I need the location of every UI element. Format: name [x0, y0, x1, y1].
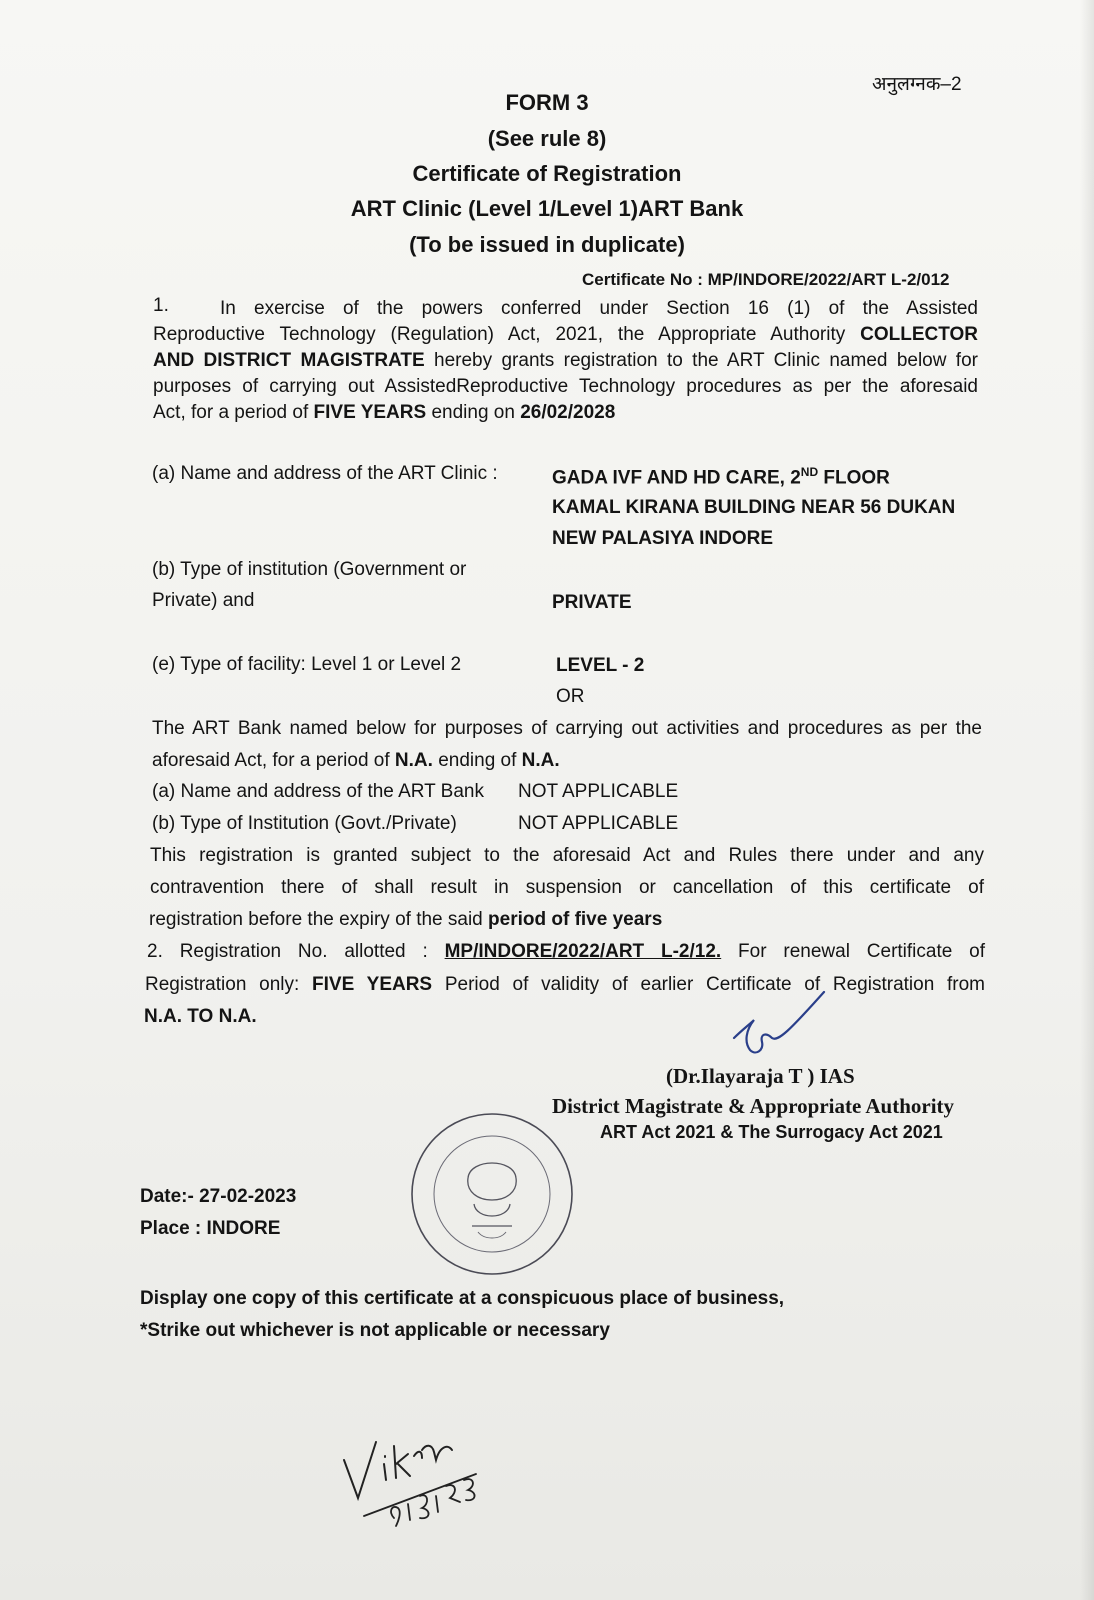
signatory-name: (Dr.Ilayaraja T ) IAS [666, 1064, 855, 1088]
para1-line-1: In exercise of the powers conferred under Section 16 (1) of the Assisted [220, 298, 978, 319]
handwritten-annotation [336, 1420, 496, 1530]
form-number: FORM 3 [505, 90, 589, 115]
clinic-address-line-3: NEW PALASIYA INDORE [552, 528, 773, 549]
issue-place: Place : INDORE [140, 1218, 281, 1239]
duplicate-note: (To be issued in duplicate) [409, 232, 685, 257]
para1-line-5: Act, for a period of FIVE YEARS ending on 26/02/2028 [153, 402, 616, 423]
clinic-name-label: (a) Name and address of the ART Clinic : [152, 463, 498, 484]
conditions-line-1: This registration is granted subject to the aforesaid Act and Rules there under and any [150, 845, 984, 866]
institution-type-label-2: Private) and [152, 590, 255, 611]
para2-line-2: Registration only: FIVE YEARS Period of validity of earlier Certificate of Registration from [145, 974, 986, 995]
annexure-label: अनुलग्नक–2 [872, 74, 962, 95]
facility-type-label: (e) Type of facility: Level 1 or Level 2 [152, 654, 462, 675]
or-separator: OR [556, 686, 585, 707]
signatory-designation: District Magistrate & Appropriate Authority [552, 1094, 955, 1118]
bank-intro-line-2: aforesaid Act, for a period of N.A. ending of N.A. [152, 750, 560, 771]
signature-mark [720, 980, 830, 1070]
clinic-address-line-1: GADA IVF AND HD CARE, 2ND FLOOR [552, 465, 890, 489]
para2-line-3: N.A. TO N.A. [144, 1006, 257, 1027]
institution-type-label-1: (b) Type of institution (Government or [152, 559, 467, 580]
bank-type-label: (b) Type of Institution (Govt./Private) [152, 813, 457, 834]
certificate-title: Certificate of Registration [412, 161, 682, 186]
footer-strike-note: *Strike out whichever is not applicable or necessary [140, 1320, 610, 1341]
official-seal [406, 1108, 578, 1280]
conditions-line-2: contravention there of shall result in suspension or cancellation of this certificate of [150, 877, 984, 898]
issue-date: Date:- 27-02-2023 [140, 1186, 297, 1207]
conditions-line-3: registration before the expiry of the said period of five years [149, 909, 663, 930]
rule-reference: (See rule 8) [487, 126, 607, 151]
certificate-number: Certificate No : MP/INDORE/2022/ART L-2/012 [582, 270, 950, 289]
clinic-address-line-2: KAMAL KIRANA BUILDING NEAR 56 DUKAN [552, 497, 956, 518]
facility-type-value: LEVEL - 2 [556, 655, 645, 676]
para1-number: 1. [153, 295, 169, 316]
institution-type-value: PRIVATE [552, 592, 632, 613]
bank-type-value: NOT APPLICABLE [518, 813, 679, 834]
bank-intro-line-1: The ART Bank named below for purposes of carrying out activities and procedures as per the [152, 718, 982, 739]
footer-display-note: Display one copy of this certificate at a conspicuous place of business, [140, 1288, 785, 1309]
bank-name-label: (a) Name and address of the ART Bank [152, 781, 484, 802]
signatory-acts: ART Act 2021 & The Surrogacy Act 2021 [600, 1122, 943, 1142]
para2-line-1: 2. Registration No. allotted : MP/INDORE/2022/ART L-2/12. For renewal Certificate of [147, 941, 986, 962]
para1-line-4: purposes of carrying out AssistedReproductive Technology procedures as per the aforesaid [153, 376, 978, 397]
bank-name-value: NOT APPLICABLE [518, 781, 679, 802]
para1-line-3: AND DISTRICT MAGISTRATE hereby grants registration to the ART Clinic named below for [153, 350, 978, 371]
certificate-subtitle: ART Clinic (Level 1/Level 1)ART Bank [350, 196, 744, 221]
para1-line-2: Reproductive Technology (Regulation) Act, 2021, the Appropriate Authority COLLECTOR [153, 324, 979, 345]
